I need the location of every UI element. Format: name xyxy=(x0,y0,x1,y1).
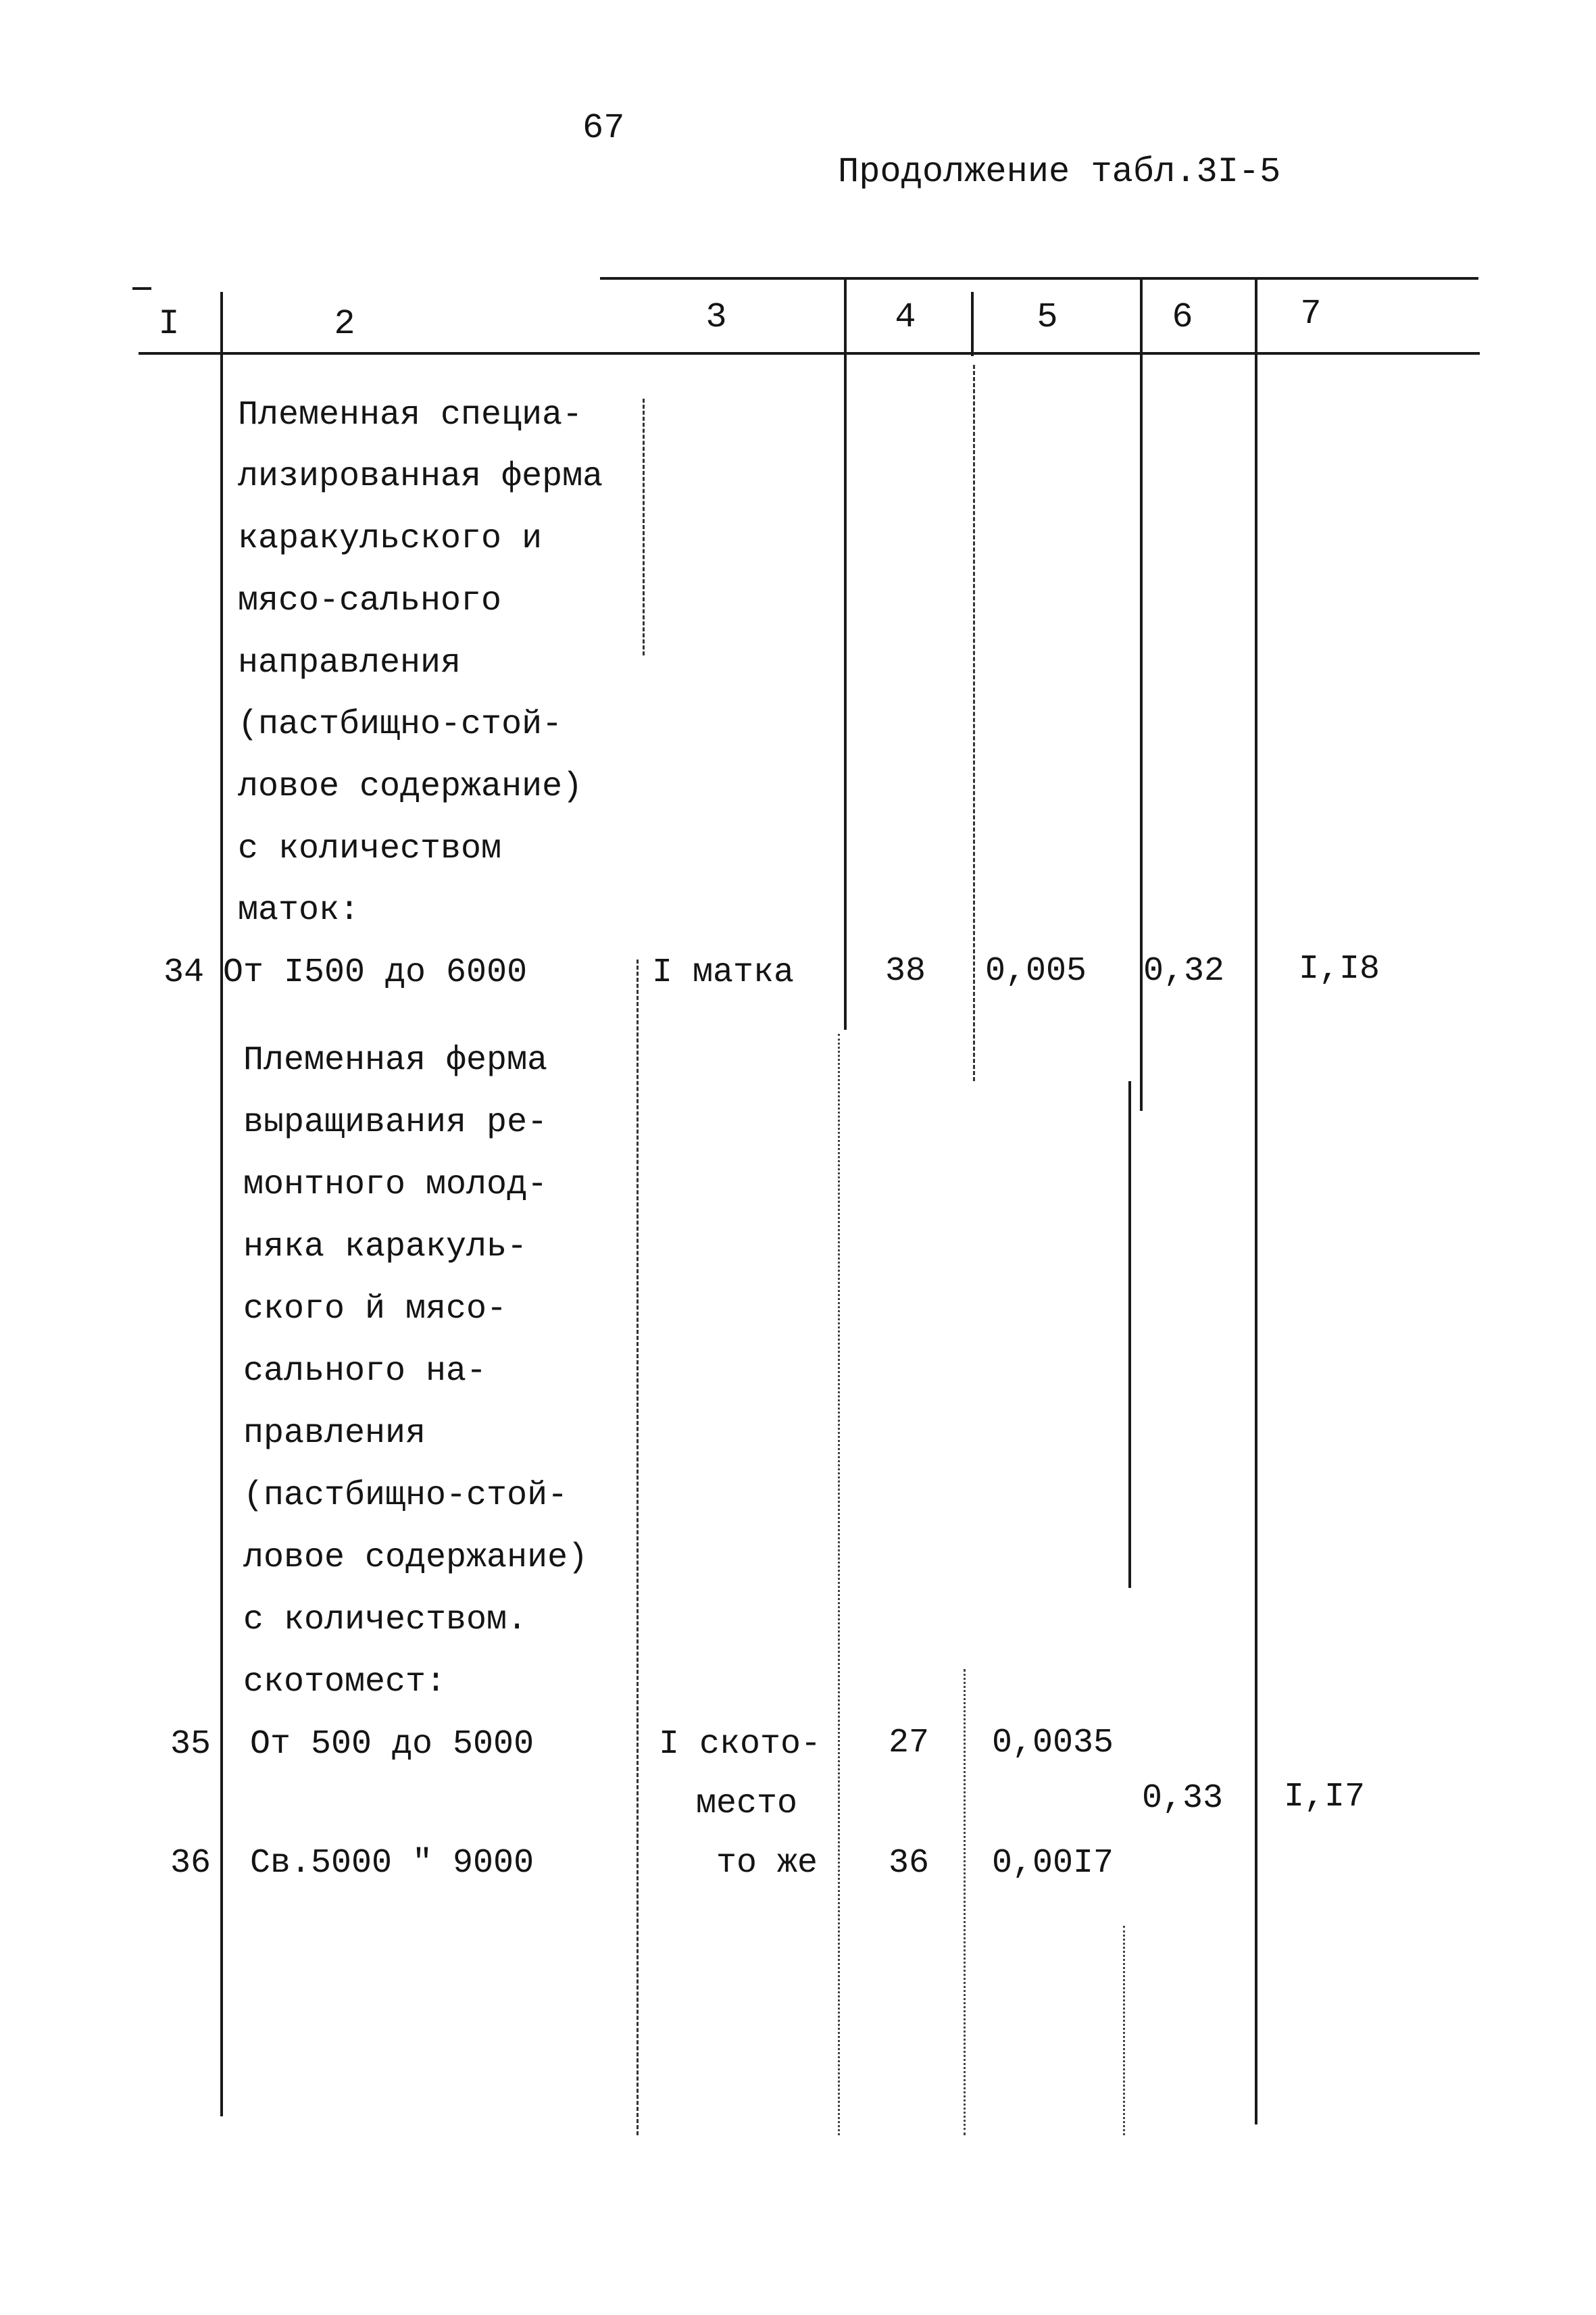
description-line: Племенная специа- xyxy=(238,396,583,434)
header-col-5: 5 xyxy=(1037,297,1058,337)
col-separator-5-6-body xyxy=(1128,1081,1131,1588)
description-line: няка каракуль- xyxy=(243,1228,528,1266)
header-col-3: 3 xyxy=(705,297,727,337)
table-top-rule-left-tick xyxy=(132,287,151,290)
row-unit: место xyxy=(696,1785,798,1823)
col-separator-2-3-body xyxy=(637,960,639,2135)
col-separator-5-6 xyxy=(1140,280,1143,354)
row-col-4: 38 xyxy=(884,952,926,991)
description-line: ловое содержание) xyxy=(238,768,583,806)
description-line: (пастбищно-стой- xyxy=(238,705,563,744)
description-line: монтного молод- xyxy=(243,1166,548,1204)
row-number: 34 xyxy=(163,953,204,992)
description-line: каракульского и xyxy=(238,520,543,558)
description-line: Племенная ферма xyxy=(243,1041,548,1080)
row-range: От 500 до 5000 xyxy=(250,1725,534,1764)
description-line: маток: xyxy=(238,891,360,930)
description-line: направления xyxy=(238,644,462,682)
description-line: с количеством xyxy=(238,830,502,868)
col-separator-4-5-body xyxy=(964,1669,966,2135)
page-number: 67 xyxy=(582,108,625,148)
col-separator-4-5-body xyxy=(973,365,975,1081)
col-separator-5-6-body xyxy=(1140,354,1143,1111)
row-col-5: 0,00I7 xyxy=(992,1844,1114,1883)
col-separator-2-3-body xyxy=(643,399,645,655)
col-separator-4-5 xyxy=(971,292,974,356)
description-line: лизированная ферма xyxy=(238,457,603,496)
row-col-7: I,I8 xyxy=(1299,950,1380,989)
description-line: ловое содержание) xyxy=(243,1539,589,1577)
row-col-4: 36 xyxy=(888,1844,929,1883)
description-line: ского й мясо- xyxy=(243,1290,507,1328)
row-col-4: 27 xyxy=(888,1724,929,1762)
row-unit: то же xyxy=(716,1844,818,1883)
description-line: выращивания ре- xyxy=(243,1103,548,1142)
header-col-2: 2 xyxy=(334,304,355,344)
col-separator-3-4 xyxy=(844,280,847,354)
row-number: 36 xyxy=(170,1844,211,1883)
col-separator-3-4-body xyxy=(844,354,847,1030)
description-line: с количеством. xyxy=(243,1601,528,1639)
header-col-1: I xyxy=(158,304,180,344)
col-separator-6-7-body xyxy=(1255,354,1257,2124)
row-number: 35 xyxy=(170,1725,211,1764)
shared-col-7: I,I7 xyxy=(1284,1778,1366,1816)
header-col-7: 7 xyxy=(1300,294,1322,334)
row-range: Св.5000 " 9000 xyxy=(250,1844,534,1883)
col-separator-1-2 xyxy=(220,292,223,2116)
description-line: сального на- xyxy=(243,1352,487,1391)
row-unit: I ското- xyxy=(659,1725,822,1764)
table-top-rule xyxy=(600,277,1478,280)
description-line: правления xyxy=(243,1414,426,1453)
table-caption: Продолжение табл.3I-5 xyxy=(838,152,1281,192)
col-separator-6-7 xyxy=(1255,280,1257,354)
header-col-6: 6 xyxy=(1172,297,1193,337)
description-line: скотомест: xyxy=(243,1663,447,1701)
shared-col-6: 0,33 xyxy=(1142,1779,1224,1818)
row-unit: I матка xyxy=(652,953,795,992)
header-col-4: 4 xyxy=(895,297,916,337)
description-line: (пастбищно-стой- xyxy=(243,1476,568,1515)
row-col-6: 0,32 xyxy=(1143,952,1225,991)
row-range: От I500 до 6000 xyxy=(223,953,528,992)
col-separator-3-4-body xyxy=(838,1034,840,2135)
description-line: мясо-сального xyxy=(238,582,502,620)
row-col-5: 0,005 xyxy=(985,952,1087,991)
header-bottom-rule xyxy=(139,352,1480,355)
col-separator-5-6-body xyxy=(1123,1926,1125,2135)
row-col-5: 0,0035 xyxy=(992,1724,1114,1762)
